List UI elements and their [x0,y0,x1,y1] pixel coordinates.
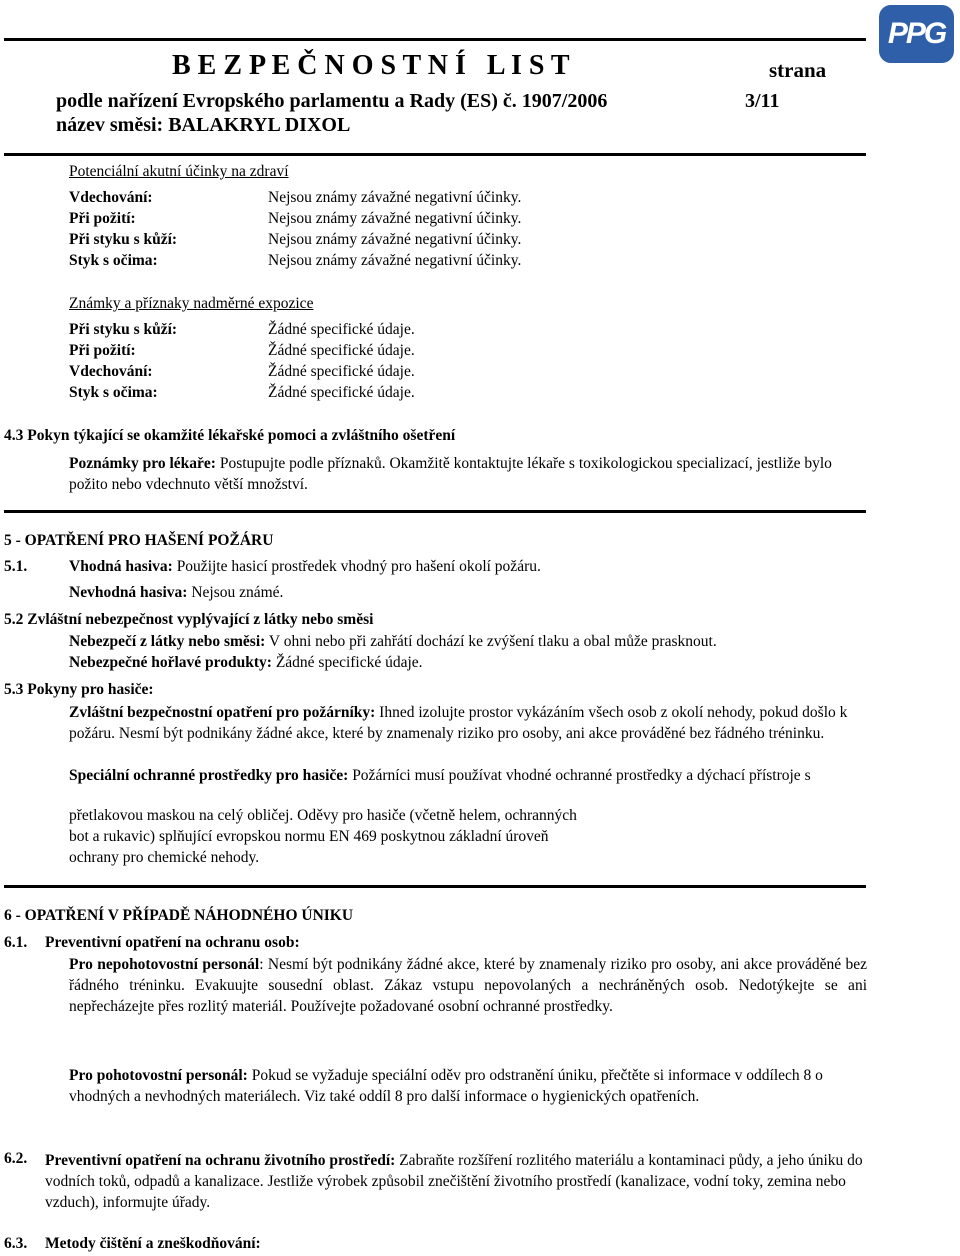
symptom-label: Při požití: [69,342,136,359]
suitable-media-text: Použijte hasicí prostředek vhodný pro hašení okolí požáru. [172,558,541,575]
header-bottom-rule [4,153,866,156]
non-emergency-text: : Nesmí být podnikány žádné akce, které by znamenaly riziko pro osoby, ani akce prováděné bez řádného tréninku. Evakuujte sousední oblast. Zákaz vstupu nepovolaných a nechráněných osob. Nedotýkejte se ani nepřecházejte přes rozlitý materiál. Používejte požadované osobní ochranné prostředky. [69,956,867,1015]
symptom-value: Žádné specifické údaje. [268,321,415,338]
section-6-rule [4,885,866,888]
document-title: B E Z P E Č N O S T N Í L I S T [172,50,570,81]
firefighter-ppe-label: Speciální ochranné prostředky pro hasiče: [69,767,349,784]
unsuitable-media-text: Nejsou známé. [187,584,284,601]
section-5-heading: 5 - OPATŘENÍ PRO HAŠENÍ POŽÁRU [4,532,274,549]
section-6-3-title: Metody čištění a zneškodňování: [45,1235,261,1252]
ppg-logo [879,5,954,63]
combustion-products-text: Žádné specifické údaje. [271,654,423,671]
hazard-line [69,633,717,651]
acute-label: Vdechování: [69,189,153,206]
acute-label: Styk s očima: [69,252,158,269]
emergency-text: Pokud se vyžaduje speciální oděv pro odstranění úniku, přečtěte si informace v oddílech 8 o vhodných a nevhodných materiálech. Viz také oddíl 8 pro další informace o hygienických opatřeních. [69,1067,823,1105]
unsuitable-media-label: Nevhodná hasiva: [69,584,188,601]
non-emergency-label: Pro nepohotovostní personál [69,956,260,973]
hazard-text: V ohni nebo při zahřátí dochází ke zvýšení tlaku a obal může prasknout. [265,633,717,650]
environmental-precautions-title: Preventivní opatření na ochranu životního prostředí: [45,1152,396,1169]
section-6-heading: 6 - OPATŘENÍ V PŘÍPADĚ NÁHODNÉHO ÚNIKU [4,907,354,924]
acute-label: Při požití: [69,210,136,227]
symptom-value: Žádné specifické údaje. [268,342,415,359]
symptoms-heading: Známky a příznaky nadměrné expozice [69,295,314,312]
doctor-notes-label: Poznámky pro lékaře: [69,455,216,472]
unsuitable-media [69,584,283,602]
section-5-3-heading: 5.3 Pokyny pro hasiče: [4,681,154,698]
firefighter-precautions-text: Ihned izolujte prostor vykázáním všech osob z okolí nehody, pokud došlo k požáru. Nesmí být podnikány žádné akce, které by znamenaly riziko pro osoby, ani akce prováděné bez řádného tréninku. [69,704,848,742]
regulation-line: podle nařízení Evropského parlamentu a Rady (ES) č. 1907/2006 [56,90,608,112]
firefighter-ppe [69,765,829,786]
firefighter-precautions-label: Zvláštní bezpečnostní opatření pro požárníky: [69,704,376,721]
suitable-media [69,558,541,576]
firefighter-precautions [69,702,859,744]
environmental-precautions-text: Zabraňte rozšíření rozlitého materiálu a kontaminaci půdy, a jeho úniku do vodních toků, odpadů a kanalizace. Jestliže výrobek způsobil znečištění životního prostředí (kanalizace, vodní toky, zemina nebo vzduch), informujte úřady. [45,1152,863,1211]
emergency-responders [69,1065,859,1107]
firefighter-ppe-line: bot a rukavic) splňující evropskou normu EN 469 poskytnou základní úroveň [69,828,549,845]
doctor-notes-text: Postupujte podle příznaků. Okamžitě kontaktujte lékaře s toxikologickou specializací, jestliže bylo požito nebo vdechnuto větší množství. [69,455,832,493]
section-5-rule [4,510,866,513]
combustion-products-label: Nebezpečné hořlavé produkty: [69,654,272,671]
section-6-3-number: 6.3. [4,1235,28,1252]
emergency-label: Pro pohotovostní personál: [69,1067,248,1084]
acute-effects-heading: Potenciální akutní účinky na zdraví [69,163,289,180]
hazard-label: Nebezpečí z látky nebo směsi: [69,633,266,650]
symptom-value: Žádné specifické údaje. [268,363,415,380]
page-number: 3/11 [745,90,780,112]
acute-value: Nejsou známy závažné negativní účinky. [268,189,522,206]
suitable-media-label: Vhodná hasiva: [69,558,173,575]
firefighter-ppe-line: přetlakovou maskou na celý obličej. Oděvy pro hasiče (včetně helem, ochranných [69,807,577,824]
section-6-1-number: 6.1. [4,934,28,951]
environmental-precautions [45,1150,865,1213]
page-label: strana [769,58,827,82]
mixture-name: název směsi: BALAKRYL DIXOL [56,114,351,136]
section-5-2-heading: 5.2 Zvláštní nebezpečnost vyplývající z látky nebo směsi [4,611,374,628]
doctor-notes [69,453,867,495]
symptom-label: Při styku s kůží: [69,321,178,338]
firefighter-ppe-text: Požárníci musí používat vhodné ochranné prostředky a dýchací přístroje s [348,767,811,784]
acute-label: Při styku s kůží: [69,231,178,248]
acute-value: Nejsou známy závažné negativní účinky. [268,252,522,269]
symptom-label: Vdechování: [69,363,153,380]
symptom-value: Žádné specifické údaje. [268,384,415,401]
symptom-label: Styk s očima: [69,384,158,401]
acute-value: Nejsou známy závažné negativní účinky. [268,210,522,227]
section-6-1-title: Preventivní opatření na ochranu osob: [45,934,300,951]
firefighter-ppe-line: ochrany pro chemické nehody. [69,849,260,866]
section-5-1-number: 5.1. [4,558,28,575]
acute-value: Nejsou známy závažné negativní účinky. [268,231,522,248]
header-top-rule [4,38,866,41]
section-4-3-heading: 4.3 Pokyn týkající se okamžité lékařské pomoci a zvláštního ošetření [4,427,456,444]
combustion-products [69,654,423,672]
non-emergency-personnel [69,954,867,1017]
logo-text: PPG [887,17,946,50]
section-6-2-number: 6.2. [4,1150,28,1167]
